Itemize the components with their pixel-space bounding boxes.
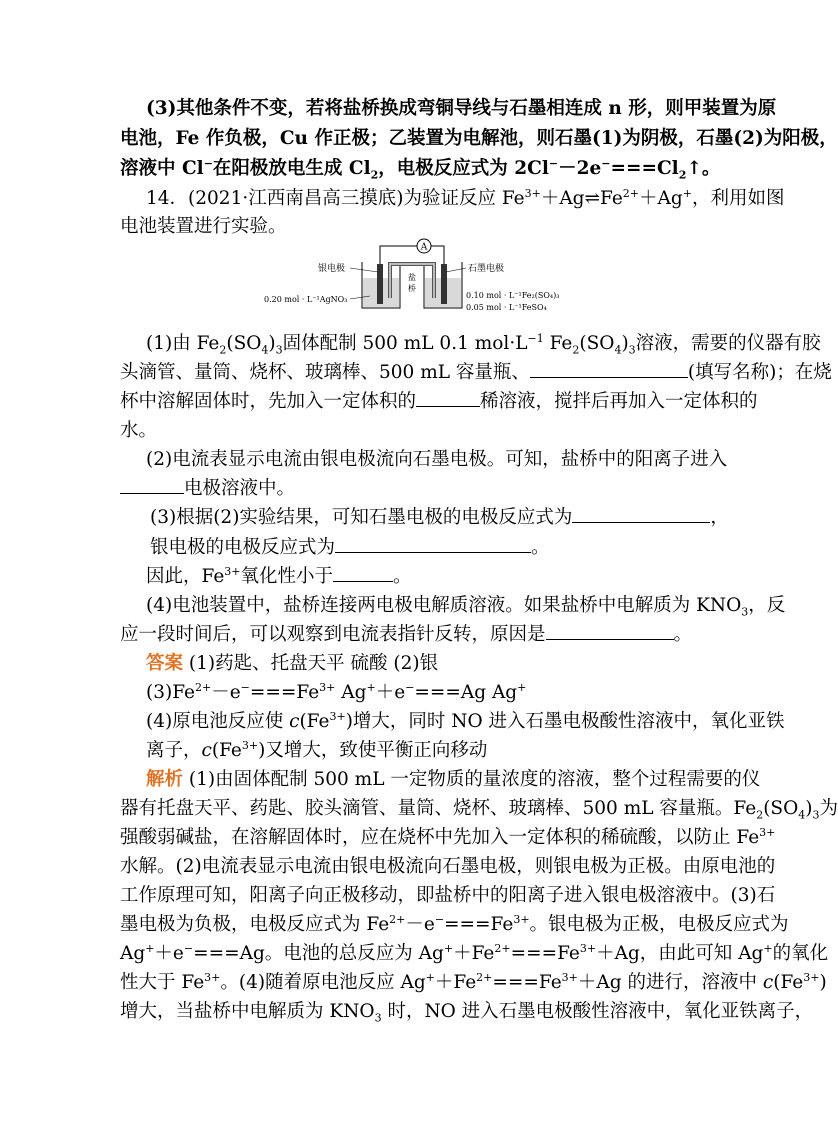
text-seg: 14．(2021·江西南昌高三摸底)为验证反应 Fe (146, 188, 525, 209)
text-seg: c (201, 740, 212, 761)
superscript: 3+ (204, 970, 221, 984)
text-seg: Ag (335, 682, 367, 703)
sub3-line1 (150, 504, 729, 532)
subscript: 3 (374, 1011, 382, 1025)
text-seg: (1)由固体配制 500 mL 一定物质的量浓度的溶液，整个过程需要的仪 (183, 769, 761, 790)
text-seg: 墨电极为负极，电极反应式为 Fe (120, 914, 390, 935)
text-seg: ===Fe (510, 943, 580, 964)
text-seg: 器有托盘天平、药匙、胶头滴管、量筒、烧杯、玻璃棒、500 mL 容量瓶。Fe (120, 798, 757, 819)
text-seg: (Fe (773, 972, 804, 993)
text-seg: (SO (763, 798, 799, 819)
answer-label: 答案 (146, 653, 184, 674)
subscript: 2 (678, 168, 687, 182)
text-seg: 稀溶液，搅拌后再加入一定体积的 (480, 391, 758, 412)
text-seg: ，电极反应式为 2Cl (378, 158, 549, 179)
superscript: − (548, 156, 559, 170)
superscript: + (682, 186, 692, 200)
sub1-line3 (120, 388, 758, 416)
cell-diagram (262, 236, 582, 326)
text-seg: ↑。 (686, 158, 721, 179)
text-seg: ===Ag。电池的总反应为 Ag (193, 943, 444, 964)
sub3-line2 (150, 534, 550, 562)
text-seg: 。银电极为正极，电极反应式为 (529, 914, 789, 935)
superscript: 3+ (319, 680, 336, 694)
text-seg: 强酸弱碱盐，在溶解固体时，应在烧杯中先加入一定体积的稀硫酸，以防止 Fe (120, 827, 760, 848)
text-seg: (4)电池装置中，盐桥连接两电极电解质溶液。如果盐桥中电解质为 KNO (146, 595, 742, 616)
leader-line (446, 268, 466, 272)
text-seg: ) (268, 333, 276, 354)
text-seg: ＋Ag⇌Fe (540, 188, 623, 209)
answer-line2 (146, 679, 526, 707)
subscript: 4 (798, 808, 806, 822)
text-seg: 电极溶液中。 (184, 478, 296, 499)
text-seg: (SO (226, 333, 262, 354)
text-seg: 银电极的电极反应式为 (150, 537, 336, 558)
analysis-line5 (120, 882, 775, 910)
subscript: 3 (275, 343, 283, 357)
superscript: 2+ (194, 680, 212, 694)
text-seg: 。 (673, 624, 693, 645)
answer-blank[interactable] (546, 621, 674, 640)
text-seg: (1)药匙、托盘天平 硫酸 (2)银 (183, 653, 439, 674)
text-seg: 增大，当盐桥中电解质为 KNO (120, 1001, 375, 1022)
text-seg: 头滴管、量筒、烧杯、玻璃棒、500 mL 容量瓶、 (120, 362, 530, 383)
answer-blank[interactable] (530, 359, 688, 378)
superscript: 3+ (759, 825, 776, 839)
text-seg: (3)根据(2)实验结果，可知石墨电极的电极反应式为 (150, 507, 573, 528)
superscript: 3+ (329, 709, 346, 723)
sub3-line3 (146, 563, 412, 591)
text-seg: )增大，同时 NO 进入石墨电极酸性溶液中，氧化亚铁 (345, 711, 785, 732)
text-seg: ＋Fe (453, 943, 495, 964)
superscript: + (443, 941, 454, 955)
subscript: 3 (812, 808, 820, 822)
text-seg: －2e (558, 158, 602, 179)
text-seg: ===Fe (249, 682, 320, 703)
text-seg: 的氧化 (772, 943, 829, 964)
superscript: 3+ (224, 564, 241, 578)
text-seg: (3)Fe (146, 682, 195, 703)
superscript: −1 (527, 331, 544, 345)
text-line (120, 155, 720, 183)
text-seg: ，利用如图 (691, 188, 785, 209)
analysis-line8 (120, 969, 827, 997)
sub2-line2 (120, 475, 295, 503)
text-seg: ＋Ag，由此可知 Ag (596, 943, 764, 964)
p3-line2: 电池，Fe 作负极，Cu 作正极；乙装置为电解池，则石墨(1)为阴极，石墨(2)为阳极， (120, 128, 838, 149)
analysis-line9 (120, 998, 813, 1026)
question-14-line1 (146, 185, 784, 213)
text-seg: ＋Ag (639, 188, 683, 209)
text-seg: ，反 (748, 595, 786, 616)
text-seg: 。(4)随着原电池反应 Ag (220, 972, 426, 993)
superscript: + (366, 680, 376, 694)
analysis-line4 (120, 853, 775, 881)
text-seg: 性大于 Fe (120, 972, 205, 993)
superscript: 3+ (803, 970, 820, 984)
text-seg: 水解。(2)电流表显示电流由银电极流向石墨电极，则银电极为正极。由原电池的 (120, 856, 776, 877)
silver-electrode (377, 264, 383, 304)
answer-blank[interactable] (120, 475, 184, 494)
text-seg: －e (211, 682, 241, 703)
right-solution-label-1: 0.10 mol · L⁻¹Fe₂(SO₄)₃ (466, 291, 560, 300)
text-line (120, 125, 838, 153)
analysis-line2 (120, 795, 838, 823)
superscript: − (240, 680, 250, 694)
superscript: 3+ (579, 941, 597, 955)
text-seg: ===Cl (610, 158, 679, 179)
text-line (146, 95, 776, 123)
silver-electrode-label: 银电极 (318, 264, 346, 274)
subscript: 2 (370, 168, 379, 182)
text-seg: (填写名称)；在烧 (687, 362, 832, 383)
text-seg: 在阳极放电生成 Cl (212, 158, 371, 179)
text-seg: 水。 (120, 420, 158, 441)
text-seg: ＋e (154, 943, 184, 964)
subscript: 3 (628, 343, 636, 357)
text-seg: 离子， (146, 740, 202, 761)
analysis-line7 (120, 940, 828, 968)
text-seg: c (762, 972, 774, 993)
text-seg: (Fe (211, 740, 242, 761)
sub1-line1 (146, 330, 821, 358)
superscript: + (763, 941, 773, 955)
left-solution-label: 0.20 mol · L⁻¹AgNO₃ (264, 295, 348, 304)
superscript: + (425, 970, 435, 984)
subscript: 2 (756, 808, 764, 822)
text-seg: 固体配制 500 mL 0.1 mol·L (282, 333, 528, 354)
p3-line1: (3)其他条件不变，若将盐桥换成弯铜导线与石墨相连成 n 形，则甲装置为原 (146, 98, 777, 119)
text-seg: －e (405, 914, 435, 935)
superscript: 2+ (494, 941, 511, 955)
superscript: 3+ (513, 912, 530, 926)
text-seg: 时，NO 进入石墨电极酸性溶液中，氧化亚铁离子， (381, 1001, 814, 1022)
text-seg: 电池装置进行实验。 (120, 216, 287, 237)
text-seg: ) (805, 798, 813, 819)
superscript: 2+ (622, 186, 640, 200)
analysis-line6 (120, 911, 789, 939)
analysis-line1 (146, 766, 760, 794)
text-seg: (SO (579, 333, 615, 354)
text-seg: c (289, 711, 300, 732)
superscript: − (405, 680, 415, 694)
text-seg: ===Fe (492, 972, 562, 993)
text-seg: ＋Ag 的进行，溶液中 (577, 972, 763, 993)
text-seg: (1)由 Fe (146, 333, 220, 354)
superscript: + (517, 680, 527, 694)
graphite-electrode (441, 264, 447, 304)
text-seg: (2)电流表显示电流由银电极流向石墨电极。可知，盐桥中的阳离子进入 (146, 449, 728, 470)
sub2-line1 (146, 446, 727, 474)
subscript: 4 (261, 343, 269, 357)
text-seg: 工作原理可知，阳离子向正极移动，即盐桥中的阳离子进入银电极溶液中。(3)石 (120, 885, 776, 906)
text-seg: ， (710, 507, 729, 528)
leader-line (350, 268, 378, 272)
superscript: 2+ (389, 912, 406, 926)
text-seg: 因此，Fe (146, 566, 225, 587)
text-seg: ===Ag Ag (414, 682, 518, 703)
sub4-line1 (146, 592, 785, 620)
analysis-label: 解析 (146, 769, 184, 790)
right-solution-label-2: 0.05 mol · L⁻¹FeSO₄ (466, 303, 547, 312)
text-seg: 杯中溶解固体时，先加入一定体积的 (120, 391, 417, 412)
text-seg: 为 (819, 798, 838, 819)
superscript: 2+ (476, 970, 493, 984)
text-seg: (4)原电池反应使 (146, 711, 290, 732)
text-seg: 应一段时间后，可以观察到电流表指针反转，原因是 (120, 624, 546, 645)
text-seg: Fe (543, 333, 573, 354)
superscript: − (183, 941, 194, 955)
text-seg: 。 (531, 537, 550, 558)
sub1-line4 (120, 417, 157, 445)
answer-blank[interactable] (572, 504, 710, 523)
text-seg: 氧化性小于 (240, 566, 334, 587)
text-seg: ) (819, 972, 827, 993)
salt-bridge-label-1: 盐 (408, 273, 416, 282)
text-seg: ＋Fe (434, 972, 477, 993)
text-seg: (Fe (299, 711, 330, 732)
text-seg: 。 (393, 566, 412, 587)
text-seg: 溶液，需要的仪器有胶 (635, 333, 821, 354)
sub1-line2 (120, 359, 832, 387)
graphite-electrode-label: 石墨电极 (468, 264, 505, 274)
subscript: 2 (572, 343, 580, 357)
answer-line4 (146, 737, 487, 765)
superscript: + (145, 941, 155, 955)
salt-bridge-label-2: 桥 (408, 284, 416, 293)
ammeter-label: A (420, 242, 428, 253)
answer-blank[interactable] (416, 388, 480, 407)
text-seg: ＋e (375, 682, 406, 703)
answer-blank[interactable] (333, 563, 393, 582)
text-seg: Ag (120, 943, 146, 964)
text-seg: )又增大，致使平衡正向移动 (258, 740, 488, 761)
superscript: − (203, 156, 213, 170)
answer-line3 (146, 708, 785, 736)
text-seg: ===Fe (444, 914, 514, 935)
superscript: 3+ (561, 970, 578, 984)
sub4-line2 (120, 621, 692, 649)
answer-line1 (146, 650, 438, 678)
superscript: − (434, 912, 445, 926)
text-seg: ) (621, 333, 629, 354)
analysis-line3 (120, 824, 775, 852)
subscript: 2 (219, 343, 227, 357)
text-seg: 溶液中 Cl (120, 158, 204, 179)
superscript: − (601, 156, 611, 170)
subscript: 4 (614, 343, 622, 357)
subscript: 3 (741, 605, 749, 619)
superscript: 3+ (524, 186, 541, 200)
answer-blank[interactable] (335, 534, 531, 553)
superscript: 3+ (241, 738, 259, 752)
